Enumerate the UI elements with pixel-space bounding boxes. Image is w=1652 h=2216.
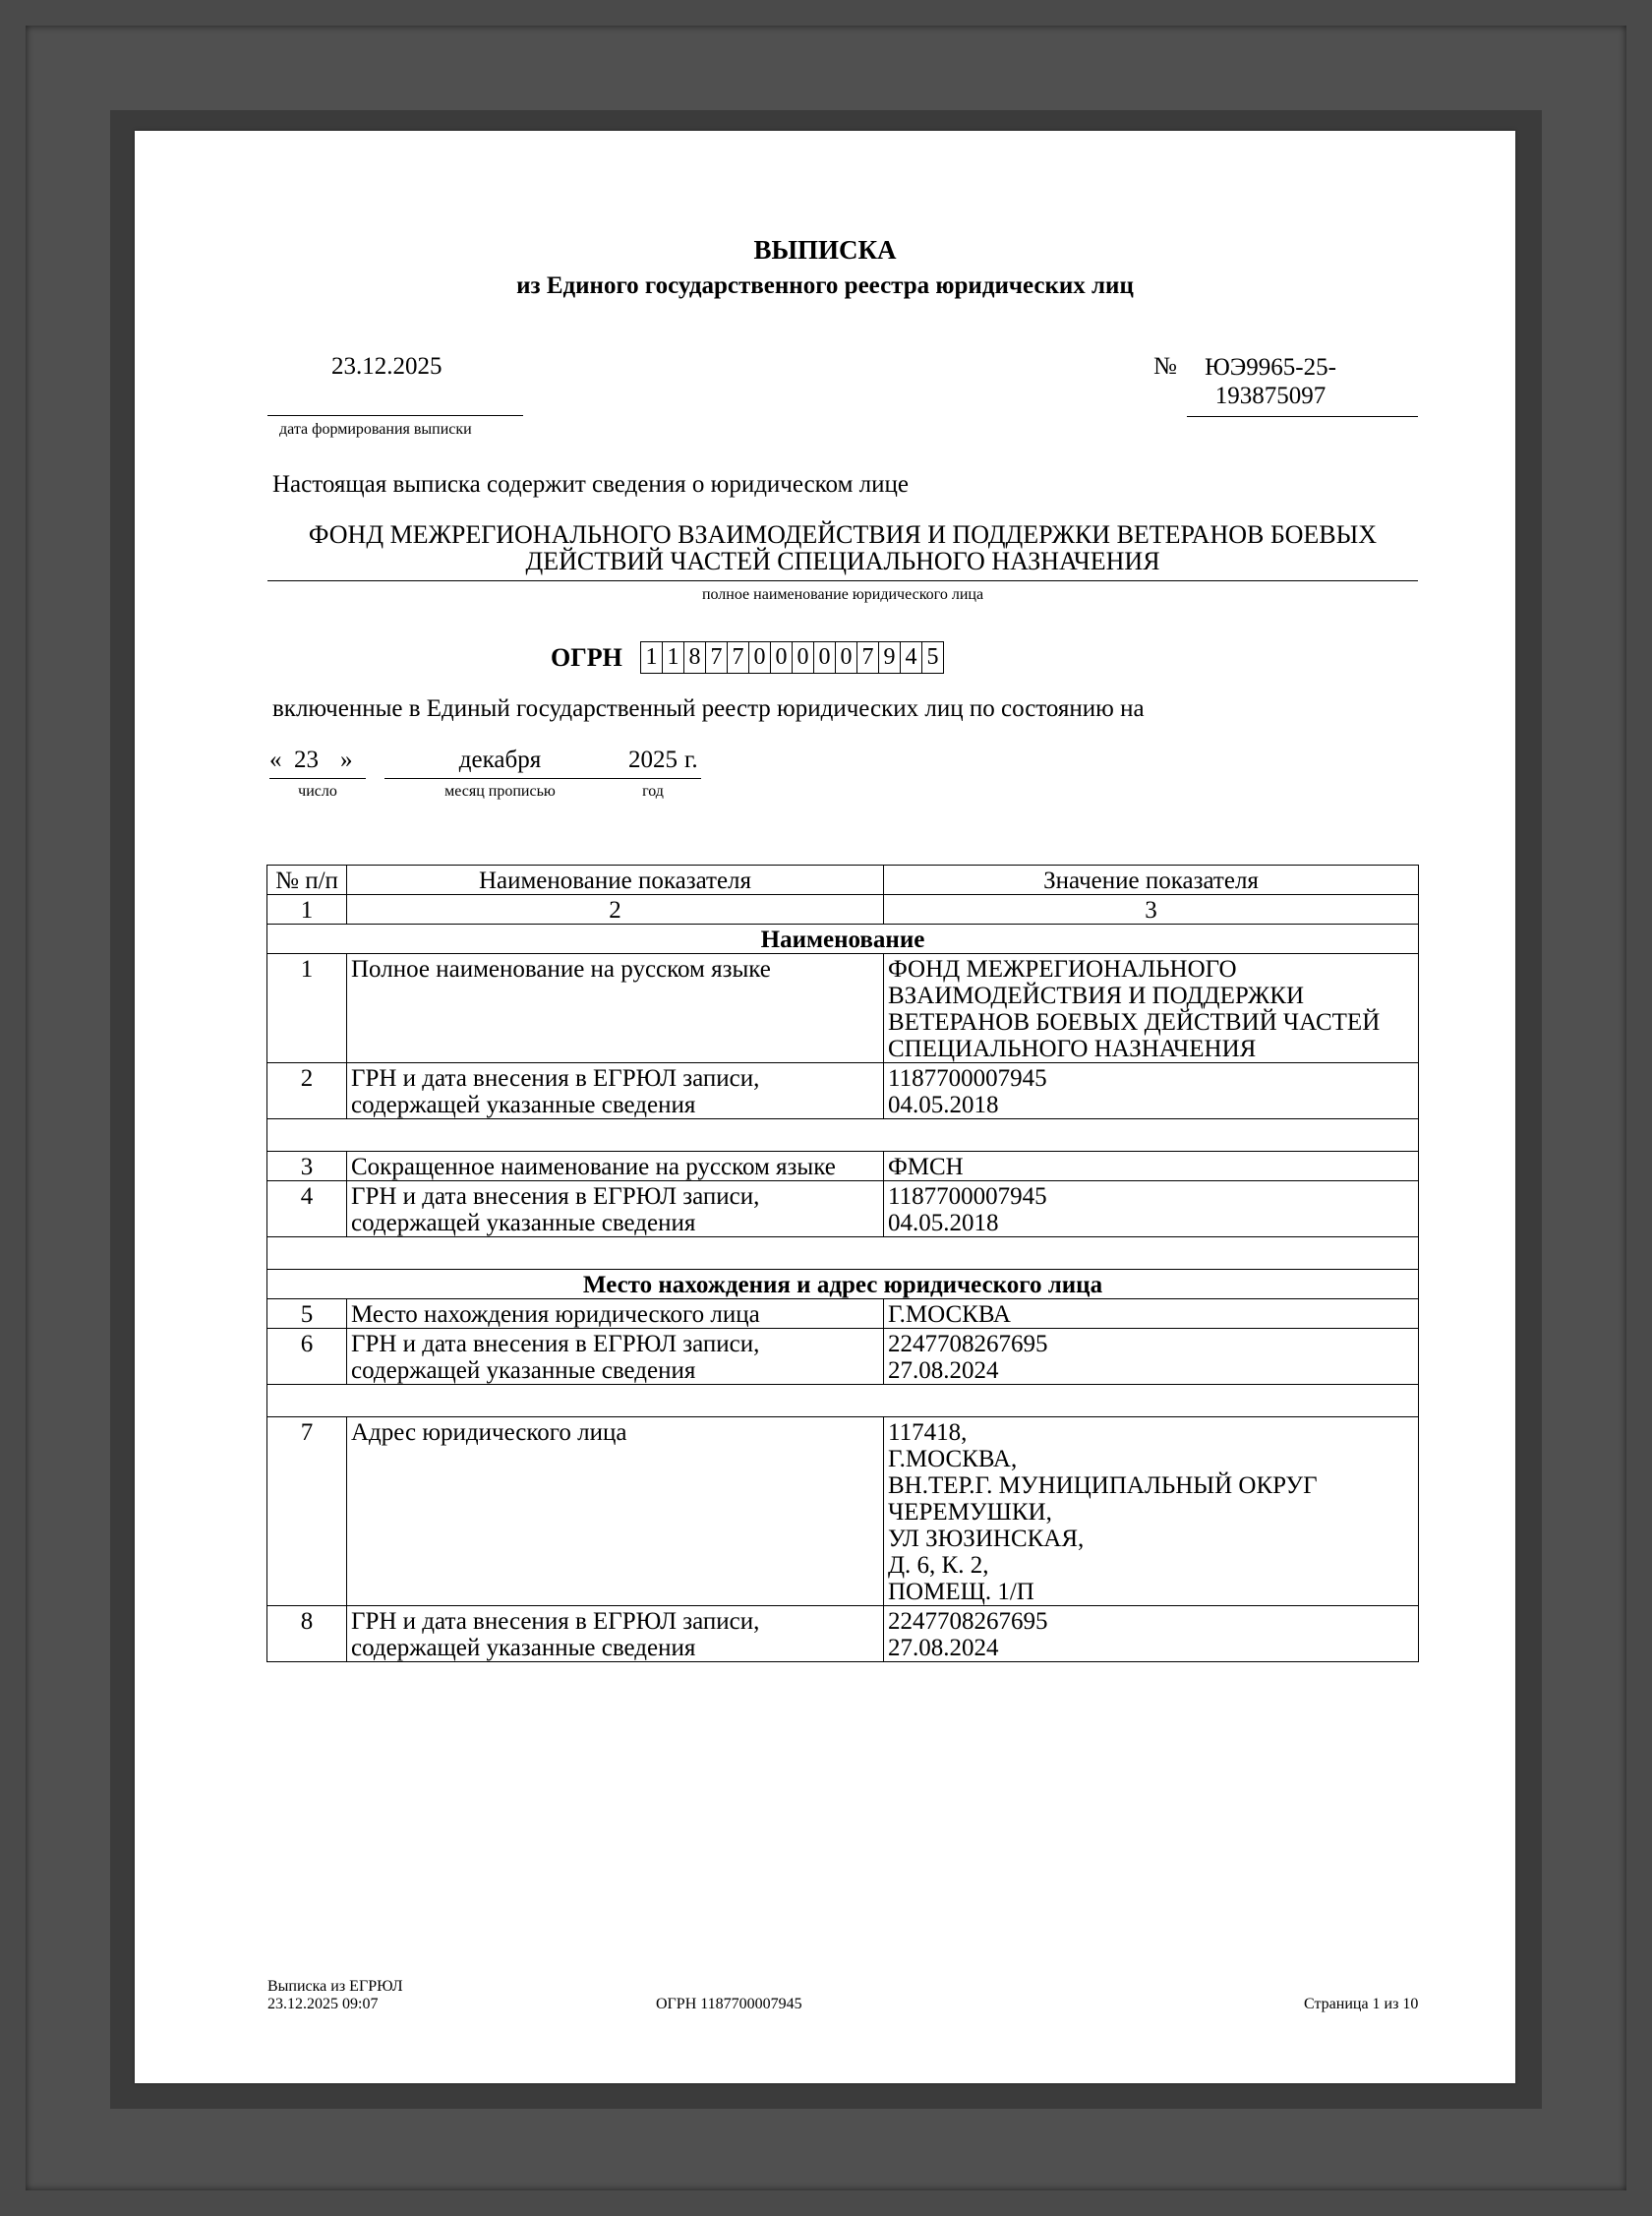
row-indicator: Адрес юридического лица	[347, 1417, 884, 1606]
header-indicator: Наименование показателя	[347, 866, 884, 895]
col-number-2: 2	[347, 895, 884, 925]
ogrn-digit: 1	[640, 641, 663, 674]
footer-timestamp: 23.12.2025 09:07	[267, 1996, 379, 2012]
ogrn-digit: 7	[727, 641, 749, 674]
number-sign: №	[1153, 353, 1177, 380]
table-row	[267, 1417, 1419, 1606]
month-underline	[384, 778, 616, 779]
row-number: 6	[267, 1329, 347, 1385]
section-row	[267, 925, 1419, 954]
egrul-table	[266, 865, 1419, 1662]
state-year: 2025	[628, 747, 678, 773]
row-value: ФОНД МЕЖРЕГИОНАЛЬНОГО ВЗАИМОДЕЙСТВИЯ И ПОДДЕРЖКИ ВЕТЕРАНОВ БОЕВЫХ ДЕЙСТВИЙ ЧАСТЕЙ СПЕЦИАЛЬНОГО НАЗНАЧЕНИЯ	[884, 954, 1419, 1063]
ogrn-digit: 0	[770, 641, 793, 674]
row-value: ФМСН	[884, 1152, 1419, 1181]
spacer-row	[267, 1385, 1419, 1417]
col-number-1: 1	[267, 895, 347, 925]
row-number: 4	[267, 1181, 347, 1237]
table-header-row	[267, 866, 1419, 895]
year-caption: год	[642, 783, 664, 800]
header-number: № п/п	[267, 866, 347, 895]
ogrn-digit: 5	[921, 641, 944, 674]
entity-name-caption: полное наименование юридического лица	[701, 586, 984, 603]
table-row	[267, 1606, 1419, 1662]
row-value: 117418, Г.МОСКВА, ВН.ТЕР.Г. МУНИЦИПАЛЬНЫЙ ОКРУГ ЧЕРЕМУШКИ, УЛ ЗЮЗИНСКАЯ, Д. 6, К. 2, ПОМЕЩ. 1/П	[884, 1417, 1419, 1606]
ogrn-digit: 7	[856, 641, 879, 674]
table-row	[267, 1299, 1419, 1329]
ogrn-digit: 0	[748, 641, 771, 674]
state-day: 23	[294, 747, 319, 773]
ogrn-digit: 1	[662, 641, 684, 674]
table-row	[267, 1329, 1419, 1385]
spacer-row	[267, 1237, 1419, 1270]
row-value: 2247708267695 27.08.2024	[884, 1329, 1419, 1385]
row-indicator: ГРН и дата внесения в ЕГРЮЛ записи, содержащей указанные сведения	[347, 1063, 884, 1119]
row-number: 5	[267, 1299, 347, 1329]
state-month: декабря	[458, 747, 542, 773]
section-row	[267, 1270, 1419, 1299]
section-naming: Наименование	[267, 925, 1419, 954]
document-page	[135, 131, 1515, 2083]
ogrn-digit: 9	[878, 641, 901, 674]
row-number: 8	[267, 1606, 347, 1662]
row-number: 3	[267, 1152, 347, 1181]
spacer-row	[267, 1119, 1419, 1152]
document-subtitle: из Единого государственного реестра юридических лиц	[516, 272, 1134, 299]
row-value: 2247708267695 27.08.2024	[884, 1606, 1419, 1662]
row-indicator: ГРН и дата внесения в ЕГРЮЛ записи, содержащей указанные сведения	[347, 1329, 884, 1385]
close-quote: »	[340, 747, 353, 773]
table-row	[267, 954, 1419, 1063]
row-indicator: Место нахождения юридического лица	[347, 1299, 884, 1329]
row-number: 2	[267, 1063, 347, 1119]
ogrn-label: ОГРН	[551, 643, 622, 672]
footer-page-number: Страница 1 из 10	[1304, 1996, 1419, 2012]
ogrn-digit: 0	[813, 641, 836, 674]
ogrn-digit: 7	[705, 641, 728, 674]
entity-name-underline	[267, 580, 1418, 581]
day-underline	[269, 778, 366, 779]
extract-number: ЮЭ9965-25- 193875097	[1205, 354, 1336, 409]
month-caption: месяц прописью	[444, 783, 556, 800]
ogrn-digit-boxes	[641, 641, 944, 674]
row-value: 1187700007945 04.05.2018	[884, 1181, 1419, 1237]
included-text: включенные в Единый государственный реестр юридических лиц по состоянию на	[272, 695, 1145, 722]
footer-doc-name: Выписка из ЕГРЮЛ	[267, 1978, 403, 1995]
footer-ogrn: ОГРН 1187700007945	[656, 1996, 802, 2012]
column-number-row	[267, 895, 1419, 925]
year-underline	[605, 778, 701, 779]
table-row	[267, 1063, 1419, 1119]
ogrn-digit: 0	[835, 641, 857, 674]
row-number: 1	[267, 954, 347, 1063]
table-row	[267, 1152, 1419, 1181]
ogrn-digit: 8	[683, 641, 706, 674]
row-indicator: ГРН и дата внесения в ЕГРЮЛ записи, содержащей указанные сведения	[347, 1181, 884, 1237]
day-caption: число	[298, 783, 337, 800]
row-value: 1187700007945 04.05.2018	[884, 1063, 1419, 1119]
section-location: Место нахождения и адрес юридического лица	[267, 1270, 1419, 1299]
footer-left	[267, 1978, 403, 2013]
ogrn-digit: 0	[792, 641, 814, 674]
year-suffix: г.	[684, 747, 698, 773]
formation-date-caption: дата формирования выписки	[279, 421, 472, 438]
extract-number-underline	[1187, 416, 1418, 417]
document-title: ВЫПИСКА	[753, 235, 897, 265]
col-number-3: 3	[884, 895, 1419, 925]
table-row	[267, 1181, 1419, 1237]
row-indicator: Полное наименование на русском языке	[347, 954, 884, 1063]
row-indicator: Сокращенное наименование на русском языке	[347, 1152, 884, 1181]
formation-date-underline	[267, 415, 523, 416]
row-value: Г.МОСКВА	[884, 1299, 1419, 1329]
row-number: 7	[267, 1417, 347, 1606]
header-value: Значение показателя	[884, 866, 1419, 895]
row-indicator: ГРН и дата внесения в ЕГРЮЛ записи, содержащей указанные сведения	[347, 1606, 884, 1662]
open-quote: «	[269, 747, 282, 773]
entity-full-name: ФОНД МЕЖРЕГИОНАЛЬНОГО ВЗАИМОДЕЙСТВИЯ И ПОДДЕРЖКИ ВЕТЕРАНОВ БОЕВЫХ ДЕЙСТВИЙ ЧАСТЕЙ СПЕЦИАЛЬНОГО НАЗНАЧЕНИЯ	[308, 520, 1378, 575]
intro-text: Настоящая выписка содержит сведения о юридическом лице	[272, 471, 909, 498]
ogrn-digit: 4	[900, 641, 922, 674]
formation-date: 23.12.2025	[331, 353, 442, 380]
